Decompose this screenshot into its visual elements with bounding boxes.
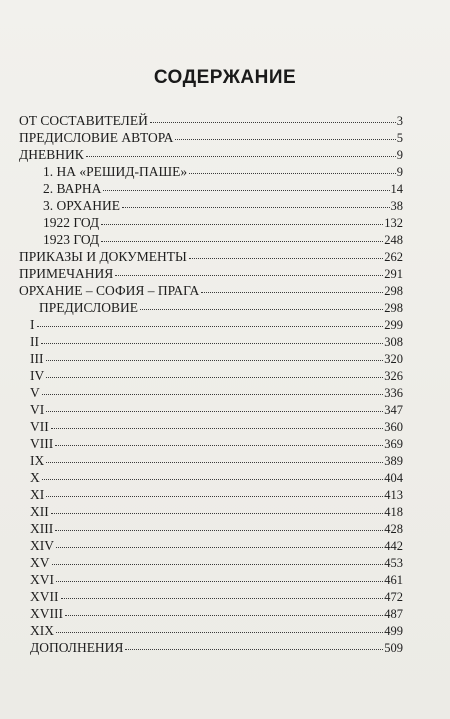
toc-entry-label: III	[30, 351, 44, 366]
leader-dots	[46, 350, 384, 361]
leader-dots	[61, 588, 384, 599]
leader-dots	[101, 214, 383, 225]
toc-entry-page: 38	[390, 199, 403, 213]
toc-entry-page: 453	[384, 556, 403, 570]
toc-entry-page: 404	[384, 471, 403, 485]
page-title: СОДЕРЖАНИЕ	[153, 67, 297, 88]
toc-entry-page: 5	[396, 131, 403, 145]
toc-entry-label: ОРХАНИЕ – СОФИЯ – ПРАГА	[19, 283, 200, 298]
leader-dots	[122, 197, 389, 208]
toc-entry-label: II	[30, 334, 39, 349]
leader-dots	[42, 384, 384, 395]
leader-dots	[51, 418, 384, 429]
toc-entry-page: 132	[384, 216, 403, 230]
leader-dots	[101, 231, 383, 242]
toc-entry-label: XIX	[30, 623, 54, 638]
table-of-contents	[0, 112, 450, 655]
toc-entry-label: IV	[30, 368, 45, 383]
toc-entry-label: XII	[30, 504, 49, 519]
toc-entry-page: 347	[384, 403, 403, 417]
leader-dots	[201, 282, 383, 293]
toc-entry	[30, 503, 403, 520]
toc-entry-label: VIII	[30, 436, 54, 451]
toc-entry-page: 442	[384, 539, 403, 553]
toc-entry-page: 509	[384, 641, 403, 655]
toc-entry-page: 369	[384, 437, 403, 451]
toc-entry-page: 298	[384, 301, 403, 315]
toc-entry-page: 461	[384, 573, 403, 587]
leader-dots	[46, 367, 383, 378]
toc-entry	[39, 299, 403, 316]
toc-entry	[30, 622, 403, 639]
leader-dots	[65, 605, 383, 616]
toc-entry-label: 1922 ГОД	[43, 215, 100, 230]
toc-entry-page: 299	[384, 318, 403, 332]
toc-entry	[43, 231, 403, 248]
toc-entry	[30, 554, 403, 571]
toc-entry-page: 428	[384, 522, 403, 536]
toc-entry-page: 3	[396, 114, 403, 128]
toc-entry	[43, 180, 403, 197]
toc-entry-page: 389	[384, 454, 403, 468]
toc-entry-page: 262	[384, 250, 403, 264]
toc-entry-page: 472	[384, 590, 403, 604]
toc-entry	[19, 282, 403, 299]
leader-dots	[140, 299, 383, 310]
toc-entry-label: XVII	[30, 589, 59, 604]
leader-dots	[41, 333, 383, 344]
toc-entry	[30, 571, 403, 588]
toc-entry	[30, 401, 403, 418]
toc-entry-page: 9	[396, 165, 403, 179]
toc-entry-label: 3. ОРХАНИЕ	[43, 198, 121, 213]
toc-entry	[19, 265, 403, 282]
leader-dots	[125, 639, 383, 650]
toc-entry	[43, 163, 403, 180]
leader-dots	[46, 486, 383, 497]
toc-entry-label: XVIII	[30, 606, 63, 621]
toc-entry	[19, 112, 403, 129]
toc-entry-label: ПРЕДИСЛОВИЕ АВТОРА	[19, 130, 174, 145]
leader-dots	[189, 248, 384, 259]
toc-entry-page: 326	[384, 369, 403, 383]
toc-entry	[30, 639, 403, 656]
toc-entry-page: 9	[396, 148, 403, 162]
toc-entry-label: X	[30, 470, 40, 485]
toc-entry-label: XIII	[30, 521, 54, 536]
leader-dots	[55, 435, 383, 446]
toc-entry	[30, 452, 403, 469]
toc-entry-page: 320	[384, 352, 403, 366]
toc-entry-page: 360	[384, 420, 403, 434]
leader-dots	[46, 401, 383, 412]
leader-dots	[189, 163, 396, 174]
leader-dots	[56, 571, 383, 582]
leader-dots	[150, 112, 396, 123]
toc-entry	[30, 367, 403, 384]
leader-dots	[46, 452, 383, 463]
toc-entry	[43, 197, 403, 214]
toc-entry-label: XIV	[30, 538, 54, 553]
toc-entry-page: 308	[384, 335, 403, 349]
toc-entry-label: IX	[30, 453, 45, 468]
toc-entry-page: 499	[384, 624, 403, 638]
toc-entry	[30, 350, 403, 367]
toc-entry-label: V	[30, 385, 40, 400]
toc-entry	[30, 316, 403, 333]
toc-entry-label: I	[30, 317, 35, 332]
leader-dots	[103, 180, 389, 191]
toc-entry-label: XVI	[30, 572, 54, 587]
toc-entry-label: XV	[30, 555, 50, 570]
toc-entry-page: 291	[384, 267, 403, 281]
toc-entry	[30, 588, 403, 605]
leader-dots	[175, 129, 395, 140]
toc-entry-label: ОТ СОСТАВИТЕЛЕЙ	[19, 113, 148, 128]
toc-entry-label: 1923 ГОД	[43, 232, 100, 247]
leader-dots	[52, 554, 384, 565]
toc-entry	[43, 214, 403, 231]
toc-entry-page: 336	[384, 386, 403, 400]
toc-entry-page: 487	[384, 607, 403, 621]
toc-entry-label: VII	[30, 419, 49, 434]
toc-entry-label: ДНЕВНИК	[19, 147, 84, 162]
toc-entry-label: 2. ВАРНА	[43, 181, 102, 196]
toc-entry-page: 413	[384, 488, 403, 502]
toc-entry	[19, 146, 403, 163]
toc-entry	[30, 605, 403, 622]
toc-entry-label: ПРЕДИСЛОВИЕ	[39, 300, 139, 315]
leader-dots	[55, 520, 383, 531]
toc-entry	[30, 520, 403, 537]
toc-entry-page: 14	[390, 182, 403, 196]
leader-dots	[86, 146, 396, 157]
toc-entry-label: ДОПОЛНЕНИЯ	[30, 640, 124, 655]
toc-entry-label: 1. НА «РЕШИД-ПАШЕ»	[43, 164, 188, 179]
leader-dots	[51, 503, 384, 514]
toc-entry	[30, 469, 403, 486]
toc-entry-page: 248	[384, 233, 403, 247]
toc-entry-label: XI	[30, 487, 45, 502]
leader-dots	[37, 316, 384, 327]
leader-dots	[56, 622, 383, 633]
leader-dots	[42, 469, 384, 480]
toc-entry	[30, 384, 403, 401]
toc-entry	[30, 435, 403, 452]
toc-entry-page: 298	[384, 284, 403, 298]
toc-entry-page: 418	[384, 505, 403, 519]
toc-entry-label: VI	[30, 402, 45, 417]
toc-entry-label: ПРИМЕЧАНИЯ	[19, 266, 114, 281]
toc-entry	[19, 129, 403, 146]
leader-dots	[56, 537, 383, 548]
toc-entry	[30, 537, 403, 554]
toc-entry	[30, 418, 403, 435]
toc-entry	[30, 333, 403, 350]
toc-entry-label: ПРИКАЗЫ И ДОКУМЕНТЫ	[19, 249, 187, 264]
leader-dots	[115, 265, 383, 276]
toc-entry	[19, 248, 403, 265]
toc-entry	[30, 486, 403, 503]
